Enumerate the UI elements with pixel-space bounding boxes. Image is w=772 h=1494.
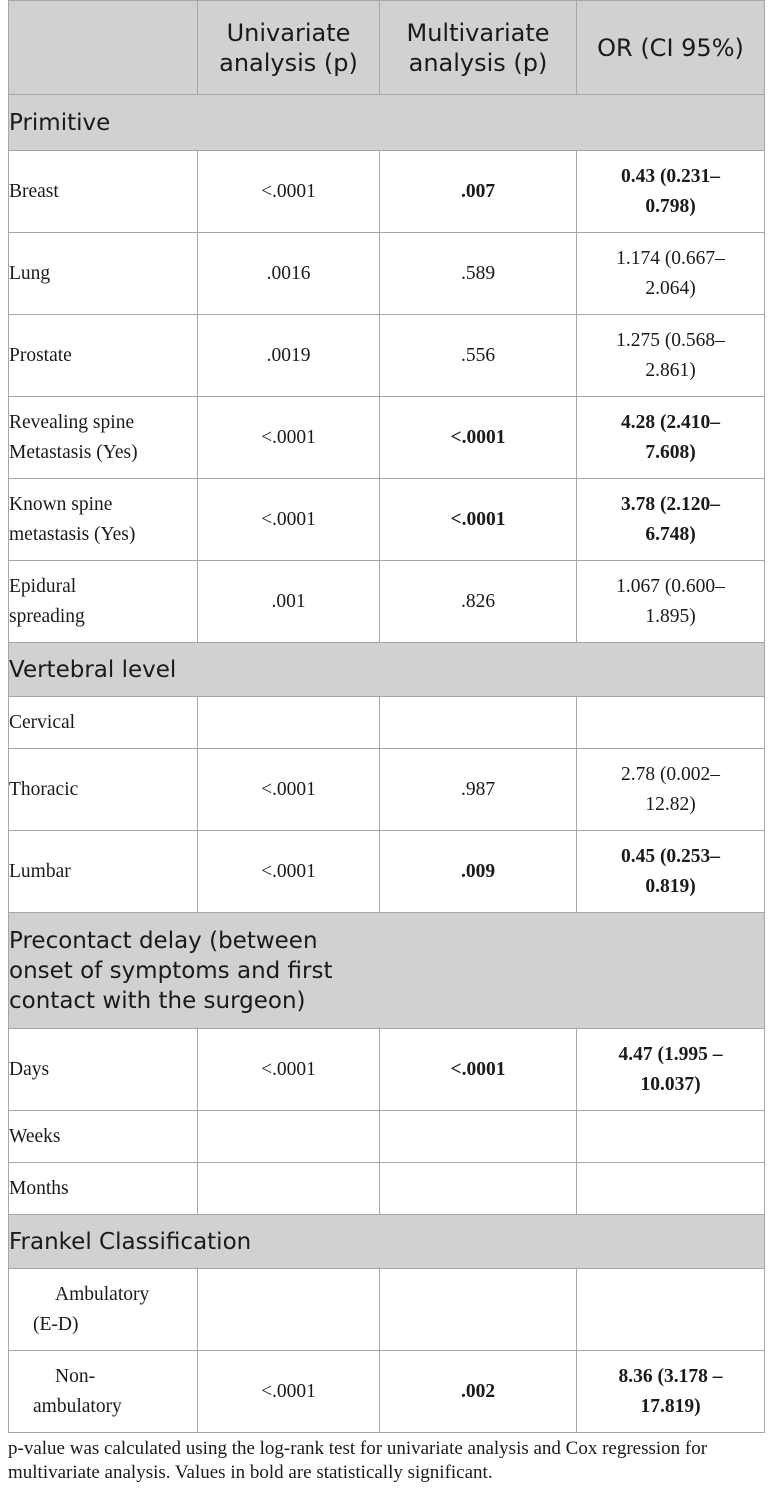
row-label: Non-ambulatory <box>9 1351 198 1433</box>
header-or: OR (CI 95%) <box>577 1 765 95</box>
univariate-p: <.0001 <box>198 749 380 831</box>
table-footnote: p-value was calculated using the log-rank test for univariate analysis and Cox regression for multivariate analysis. Values in bold are statistically significant. <box>8 1438 708 1483</box>
row-label: Breast <box>9 151 198 233</box>
section-primitive <box>9 95 765 151</box>
odds-ratio: 2.78 (0.002–12.82) <box>577 749 765 831</box>
multivariate-p: .826 <box>380 561 577 643</box>
univariate-p <box>198 1111 380 1163</box>
multivariate-p: .987 <box>380 749 577 831</box>
odds-ratio: 4.47 (1.995 –10.037) <box>577 1029 765 1111</box>
odds-ratio: 8.36 (3.178 –17.819) <box>577 1351 765 1433</box>
section-title: Frankel Classification <box>9 1215 765 1269</box>
table-row <box>9 749 765 831</box>
multivariate-p <box>380 1269 577 1351</box>
row-label: Lung <box>9 233 198 315</box>
section-title: Vertebral level <box>9 643 765 697</box>
multivariate-p <box>380 1163 577 1215</box>
univariate-p: <.0001 <box>198 831 380 913</box>
section-frankel-classification <box>9 1215 765 1269</box>
univariate-p <box>198 1163 380 1215</box>
multivariate-p: .556 <box>380 315 577 397</box>
table-row <box>9 831 765 913</box>
row-label: Known spine metastasis (Yes) <box>9 479 198 561</box>
univariate-p <box>198 697 380 749</box>
univariate-p: <.0001 <box>198 1029 380 1111</box>
row-label: Cervical <box>9 697 198 749</box>
multivariate-p: <.0001 <box>380 397 577 479</box>
univariate-p: .001 <box>198 561 380 643</box>
row-label: Revealing spine Metastasis (Yes) <box>9 397 198 479</box>
univariate-p: <.0001 <box>198 397 380 479</box>
table-row <box>9 233 765 315</box>
header-row <box>9 1 765 95</box>
header-blank <box>9 1 198 95</box>
table-row <box>9 151 765 233</box>
header-multivariate: Multivariate analysis (p) <box>380 1 577 95</box>
multivariate-p <box>380 697 577 749</box>
odds-ratio: 0.43 (0.231–0.798) <box>577 151 765 233</box>
table-row <box>9 1163 765 1215</box>
row-label: Ambulatory (E-D) <box>9 1269 198 1351</box>
univariate-p: <.0001 <box>198 1351 380 1433</box>
section-title: Precontact delay (between onset of symptoms and first contact with the surgeon) <box>9 913 765 1029</box>
row-label: Epidural spreading <box>9 561 198 643</box>
table-row <box>9 315 765 397</box>
section-title: Primitive <box>9 95 765 151</box>
univariate-p: .0019 <box>198 315 380 397</box>
row-label: Months <box>9 1163 198 1215</box>
univariate-p: .0016 <box>198 233 380 315</box>
table-row <box>9 1351 765 1433</box>
table-row <box>9 397 765 479</box>
odds-ratio: 1.174 (0.667–2.064) <box>577 233 765 315</box>
section-precontact-delay <box>9 913 765 1029</box>
row-label: Lumbar <box>9 831 198 913</box>
table-row <box>9 1269 765 1351</box>
table-row <box>9 697 765 749</box>
odds-ratio: 1.067 (0.600–1.895) <box>577 561 765 643</box>
multivariate-p: <.0001 <box>380 479 577 561</box>
univariate-p: <.0001 <box>198 151 380 233</box>
multivariate-p: .007 <box>380 151 577 233</box>
univariate-p <box>198 1269 380 1351</box>
row-label: Days <box>9 1029 198 1111</box>
results-table <box>8 0 765 1433</box>
odds-ratio: 3.78 (2.120–6.748) <box>577 479 765 561</box>
row-label: Weeks <box>9 1111 198 1163</box>
odds-ratio: 0.45 (0.253–0.819) <box>577 831 765 913</box>
section-vertebral-level <box>9 643 765 697</box>
odds-ratio: 1.275 (0.568–2.861) <box>577 315 765 397</box>
row-label: Prostate <box>9 315 198 397</box>
multivariate-p: .002 <box>380 1351 577 1433</box>
odds-ratio: 4.28 (2.410–7.608) <box>577 397 765 479</box>
header-univariate: Univariate analysis (p) <box>198 1 380 95</box>
multivariate-p: .589 <box>380 233 577 315</box>
table-row <box>9 479 765 561</box>
odds-ratio <box>577 1163 765 1215</box>
table-row <box>9 1029 765 1111</box>
row-label: Thoracic <box>9 749 198 831</box>
table-row <box>9 1111 765 1163</box>
univariate-p: <.0001 <box>198 479 380 561</box>
multivariate-p: .009 <box>380 831 577 913</box>
odds-ratio <box>577 1111 765 1163</box>
odds-ratio <box>577 1269 765 1351</box>
table-row <box>9 561 765 643</box>
multivariate-p: <.0001 <box>380 1029 577 1111</box>
multivariate-p <box>380 1111 577 1163</box>
odds-ratio <box>577 697 765 749</box>
